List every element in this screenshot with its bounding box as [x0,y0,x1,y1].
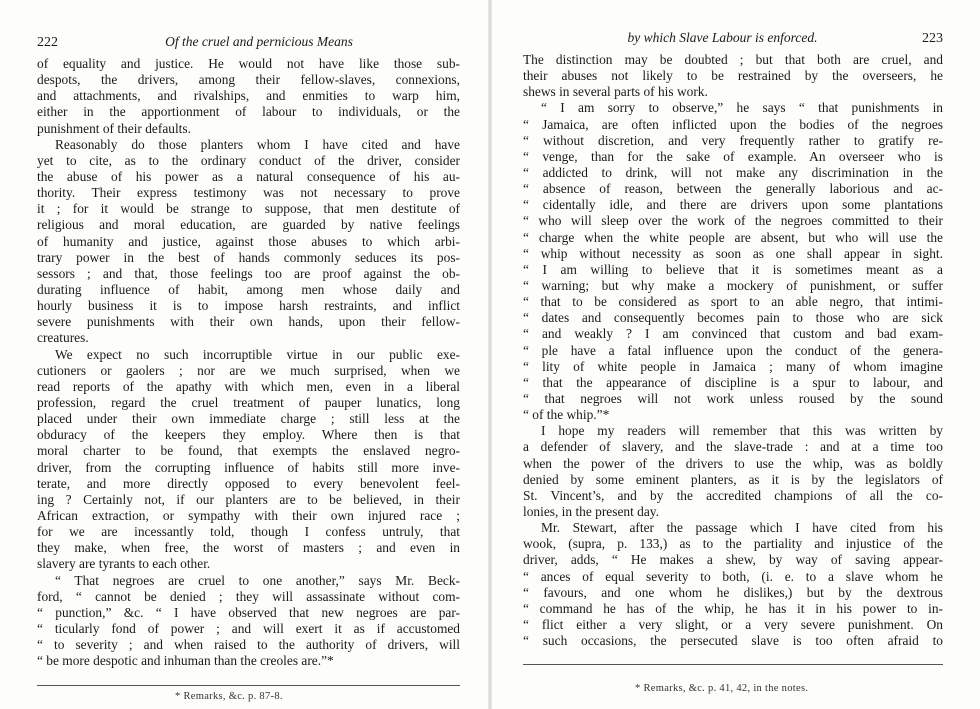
text-line: they make, when free, the worst of masters ; and even in [37,540,460,556]
left-page-header [37,34,460,54]
text-line: “ cidentally idle, and there are drivers upon some plantations [523,197,943,213]
text-line: obduracy of the keepers they employ. Where then is that [37,427,460,443]
text-line: “ that negroes will not work unless roused by the sound [523,390,943,406]
text-line: “ ticularly fond of power ; and will exert it as if accustomed [37,620,460,636]
text-line: “ addicted to drink, will not make any discrimination in the [523,164,943,180]
text-line: “ command he has of the whip, he has it in his power to in- [523,600,943,616]
right-page-number: 223 [922,31,943,46]
text-line: “ warning; but why make a mockery of punishment, or suffer [523,277,943,293]
text-line: “ charge when the white people are absent, but who will use the [523,229,943,245]
text-line: “ whip without necessity as soon as one shall appear in sight. [523,245,943,261]
text-line: despots, the drivers, among their fellow-slaves, connexions, [37,72,460,88]
right-footnote: * Remarks, &c. p. 41, 42, in the notes. [635,683,809,694]
text-line: of equality and justice. He would not have like those sub- [37,56,460,71]
text-line: “ to severity ; and when raised to the authority of drivers, will [37,637,460,653]
text-line: their abuses not likely to be restrained by the overseers, he [523,68,943,84]
text-line: when the power of the drivers to use the whip, was as boldly [523,455,943,471]
right-page-header [523,30,943,50]
left-footnote-rule [37,685,460,686]
text-line: of humanity and justice, against those abuses to which arbi- [37,233,460,249]
text-line: “ who will sleep over the work of the negroes committed to their [523,213,943,229]
left-page-number: 222 [37,35,58,50]
text-line: “ be more despotic and inhuman than the creoles are.”* [37,653,334,669]
text-line: cutioners or gaolers ; nor are we much surprised, when we [37,362,460,378]
text-line: religious and moral education, are guarded by native feelings [37,217,460,233]
text-line: a defender of slavery, and the slave-trade : and at a time too [523,439,943,455]
text-line: “ I am willing to believe that it is sometimes meant as a [523,261,943,277]
text-line: driver, adds, “ He makes a shew, by way of saving appear- [523,552,943,568]
text-line: “ lity of white people in Jamaica ; many of whom imagine [523,358,943,374]
text-line: “ and weakly ? I am convinced that custom and bad exam- [523,326,943,342]
text-line: I hope my readers will remember that this was written by [541,423,943,439]
text-line: thority. Their express testimony was not necessary to prove [37,185,460,201]
right-page-body [523,52,943,649]
text-line: driver, from the corrupting influence of habits still more inve- [37,459,460,475]
text-line: “ such occasions, the persecuted slave is too often afraid to [523,633,943,649]
text-line: durating influence of habit, among men whose daily and [37,281,460,297]
text-line: African extraction, or sympathy with their own injured race ; [37,507,460,523]
text-line: severe punishments with their own hands, upon their fellow- [37,314,460,330]
left-running-head: Of the cruel and pernicious Means [165,34,353,49]
text-line: yet to cite, as to the ordinary conduct of the driver, consider [37,152,460,168]
text-line: hourly business it is to impose harsh restraints, and inflict [37,298,460,314]
text-line: punishment of their defaults. [37,120,191,136]
text-line: “ venge, than for the sake of example. An overseer who is [523,148,943,164]
text-line: profession, regard the cruel treatment of pauper lunatics, long [37,394,460,410]
text-line: wook, (supra, p. 133,) as to the partiality and injustice of the [523,536,943,552]
text-line: “ absence of reason, between the generally laborious and ac- [523,181,943,197]
text-line: shews in several parts of his work. [523,84,708,100]
text-line: the abuse of his power as a natural consequence of his au- [37,168,460,184]
text-line: sessors ; and that, those feelings too are proof against the ob- [37,265,460,281]
right-page [490,0,980,709]
text-line: it ; for it would be strange to suppose, that men destitute of [37,201,460,217]
text-line: creatures. [37,330,89,346]
text-line: “ that the appearance of discipline is a spur to labour, and [523,374,943,390]
text-line: Mr. Stewart, after the passage which I have cited from his [541,520,943,536]
text-line: “ ple have a fatal influence upon the conduct of the genera- [523,342,943,358]
left-page-body [37,56,460,669]
text-line: Reasonably do those planters whom I have cited and have [55,136,460,152]
right-running-head: by which Slave Labour is enforced. [627,30,818,45]
text-line: “ favours, and one whom he dislikes,) but by the dextrous [523,584,943,600]
text-line: “ without discretion, and very frequently rather to gratify re- [523,132,943,148]
text-line: denied by some eminent planters, as it is by the legislators of [523,471,943,487]
text-line: ing ? Certainly not, if our planters are to be believed, in their [37,491,460,507]
text-line: “ that to be considered as sport to an able negro, that intimi- [523,294,943,310]
text-line: terate, and more directly opposed to every benevolent feel- [37,475,460,491]
text-line: “ flict either a very slight, or a very severe punishment. On [523,616,943,632]
text-line: The distinction may be doubted ; but that both are cruel, and [523,52,943,67]
text-line: “ Jamaica, are often inflicted upon the bodies of the negroes [523,116,943,132]
text-line: either in the apportionment of labour to individuals, or the [37,104,460,120]
text-line: “ That negroes are cruel to one another,” says Mr. Beck- [55,572,460,588]
text-line: We expect no such incorruptible virtue in our public exe- [55,346,460,362]
text-line: “ punction,” &c. “ I have observed that new negroes are par- [37,604,460,620]
text-line: “ of the whip.”* [523,407,610,423]
text-line: ford, “ cannot be denied ; they will assassinate without com- [37,588,460,604]
right-footnote-rule [523,664,943,665]
text-line: slavery are tyrants to each other. [37,556,211,572]
text-line: for we are incessantly told, though I confess untruly, that [37,524,460,540]
text-line: St. Vincent’s, and by the accredited champions of all the co- [523,487,943,503]
text-line: trary power in the best of hands commonly seduces its pos- [37,249,460,265]
text-line: and attachments, and rivalships, and enmities to warp him, [37,88,460,104]
text-line: moral charter to be found, that exempts the enslaved negro- [37,443,460,459]
text-line: “ dates and consequently becomes pain to those who are sick [523,310,943,326]
text-line: lonies, in the present day. [523,503,659,519]
text-line: “ I am sorry to observe,” he says “ that punishments in [541,100,943,116]
text-line: read reports of the apathy with which men, even in a liberal [37,378,460,394]
left-footnote: * Remarks, &c. p. 87-8. [175,691,283,702]
text-line: placed under their own immediate charge ; still less at the [37,411,460,427]
text-line: “ ances of equal severity to both, (i. e. to a slave whom he [523,568,943,584]
